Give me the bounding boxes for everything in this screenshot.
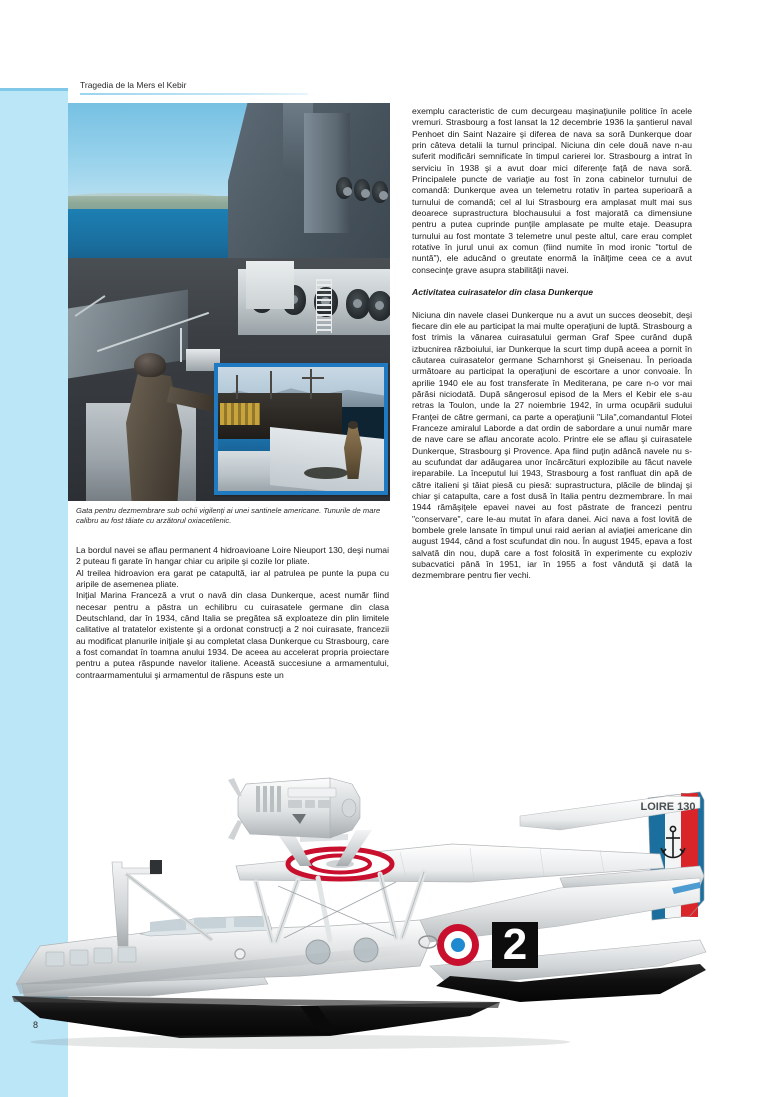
photo-gun-port xyxy=(354,179,370,201)
photo-inset-quay xyxy=(270,427,384,491)
photo-caption: Gata pentru dezmembrare sub ochii vigilenţi ai unei santinele americane. Tunurile de mare calibru au fost tăiate cu arzătorul oxiacetilenic. xyxy=(76,506,381,526)
photo-conning-tower xyxy=(304,113,350,233)
aircraft-type-text: LOIRE 130 xyxy=(640,801,696,813)
photo-inset-mast xyxy=(270,371,272,399)
photo-inset-shadow xyxy=(304,467,348,479)
hull-roundel xyxy=(437,924,479,966)
hull-number-badge xyxy=(492,920,538,969)
running-header xyxy=(80,80,690,95)
photo-gun-port xyxy=(372,181,388,203)
photo-inset-figure-head xyxy=(348,421,358,429)
photo-inset-yardarm xyxy=(302,377,324,379)
page-number: 8 xyxy=(33,1020,39,1030)
photo-inset-crates xyxy=(220,403,260,425)
loire-130-flying-boat-illustration xyxy=(0,770,768,1070)
photo-ladder xyxy=(316,279,332,333)
photo-white-structure xyxy=(246,261,294,309)
photo-sentry-helmet xyxy=(134,353,166,377)
photo-gun-port xyxy=(368,291,390,321)
illustration-shadow xyxy=(30,1035,570,1049)
running-header-rule xyxy=(80,93,308,95)
paragraph: La bordul navei se aflau permanent 4 hidroavioane Loire Nieuport 130, deşi numai 2 puteau fi garate în hangar chiar cu aripile şi cozile lor pliate. xyxy=(76,545,389,567)
photo-crane-post xyxy=(180,328,182,362)
page-accent-rule xyxy=(0,88,68,91)
section-subheading: Activitatea cuirasatelor din clasa Dunkerque xyxy=(412,287,594,298)
running-header-title: Tragedia de la Mers el Kebir xyxy=(80,80,187,90)
photo-inset-frame xyxy=(218,367,384,491)
left-text-column xyxy=(76,545,389,681)
photo-inset-mast xyxy=(236,375,238,399)
hull-number-text: 2 xyxy=(502,920,528,969)
paragraph: Niciuna din navele clasei Dunkerque nu a avut un succes deosebit, deşi fiecare din ele au participat la mai multe operaţiuni de luptă. Strasbourg a fost trimis la vănarea cuirasatului german Graf Spee curând după izbucnirea războiului, iar Dunkerque la scurt timp după aceea a pornit în căutarea cuirasatelor germane Scharnhorst şi Gneisenau. În perioada următoare au participat la operaţiuni de escortare a unor convoaie. În aprilie 1940 ele au fost transferate în Mediterana, pe care n-o vor mai părăsi niciodată. După sângerosul episod de la Mers el Kebir ele s-au retras la Toulon, unde la 27 noiembrie 1942, în urma ocupării sudului Franţei de către germani, ca parte a operaţiunii "Lila",comandantul Flotei Franceze amiralul Laborde a dat ordin de sabordare a unui număr mare de nave care se aflau ancorate acolo. Printre ele se aflau şi cuirasatele Dunkerque, Strasbourg şi Provence. Apa fiind puţin adâncă navele nu s-au scufundat dar adăugarea unor încărcături explozibile au făcut navele ireparabile. La începutul lui 1943, Strasbourg a fost ranfluat din apă de către italieni şi tăiat piesă cu piesă: suprastructura, plăcile de blindaj şi chiar şi catapulta, care a fost dusă în Italia pentru dezmembrare. În mai 1944 rămăşiţele epavei navei au fost păstrate de francezi pentru "conservare", care le-au mutat în afara danei. Aici nava a fost lovită de bombele grele lansate în timpul unui raid aerian al aviaţiei americane din august 1944, când a fost scufundat din nou. În august 1945, epava a fost salvată din nou, după care a fost folosită în experimente cu exploziv subacvatici până în 1951, iar în 1955 a fost vândută şi dată la dezmembrare pentru fier vechi. xyxy=(412,309,692,581)
page-top-margin xyxy=(0,0,68,88)
hull xyxy=(12,916,500,1038)
right-text-column xyxy=(412,106,692,582)
photo-inset-mast xyxy=(310,369,312,399)
photo-gun-port xyxy=(336,177,352,199)
photo-gun-port xyxy=(346,289,370,319)
scrapping-dockside-photo xyxy=(214,363,388,495)
engine-nacelle xyxy=(228,778,372,866)
paragraph: Iniţial Marina Franceză a vrut o navă din clasa Dunkerque, acest număr fiind necesar pentru a păstra un echilibru cu cuirasatele germane din clasa Deutschland, dar în 1934, când Italia se pregătea să exploateze din plin limitele calitative al tratatelor existente şi a ordonat construcţi a 2 noi cuirasate, francezii au modificat planurile iniţiale şi au completat clasa Dunkerque cu Strasbourg, care a fost comandat în toamna anului 1934. De aceea au accelerat propria proiectare pentru a putea răspunde navelor italiene. Această succesiune a armamentului, contraarmamentului şi armamentul de răspuns este un xyxy=(76,590,389,680)
paragraph: Al treilea hidroavion era garat pe catapultă, iar al patrulea pe punte la pupa cu aripile de asemenea pliate. xyxy=(76,567,389,590)
paragraph: exemplu caracteristic de cum decurgeau maşinaţiunile politice în acele vremuri. Strasbourg a fost lansat la 12 decembrie 1936 la şantierul naval Penhoet din Saint Nazaire şi diferea de nava sa soră Dunkerque doar prin câteva detalii la turnul principal. Niciuna din cele două nave n-au suferit modificări semnificate în timpul carierei lor. Strasbourg a intrat în serviciu în 1938 şi a avut doar mici diferenţe faţă de nava soră. Principalele puncte de variaţie au fost în zona cabinelor turnului de comandă: Dunkerque avea un telemetru rotativ în partea superioară a turnului de comandă; cel al lui Strasbourg era amplasat mult mai sus deoarece suprastructura blochausului a fost majorată ca dimensiune pentru a putea cuprinde punţile amplasate pe multe etaje. Deasupra turnului au fost montate 3 telemetre unul peste altul, care erau complet rotative în jurul unui ax comun (fiind numite în mod ironic "tortul de nuntă"), ele aducând o greutate enormă la înălţime ceea ce a avut consecinţe grave asupra stabilităţii navei. xyxy=(412,106,692,275)
